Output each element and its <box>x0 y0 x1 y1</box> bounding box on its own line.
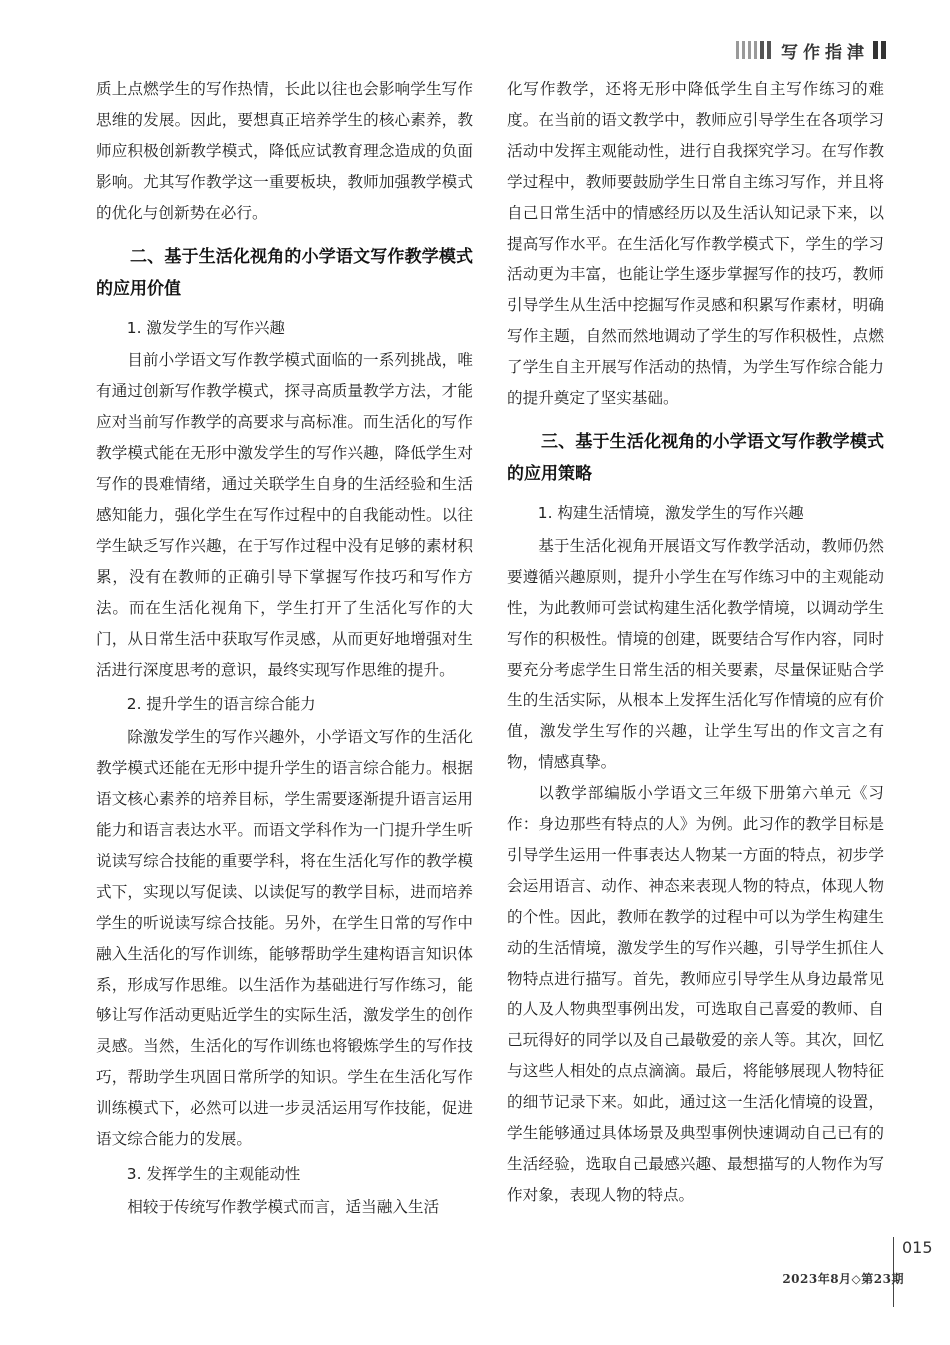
paragraph: 以教学部编版小学语文三年级下册第六单元《习作：身边那些有特点的人》为例。此习作的教学目标是引导学生运用一件事表达人物某一方面的特点，初步学会运用语言、动作、神态来表现人物的特点，体现人物的个性。因此，教师在教学的过程中可以为学生构建生动的生活情境，激发学生的写作兴趣，引导学生抓住人物特点进行描写。首先，教师应引导学生从身边最常见的人及人物典型事例出发，可选取自己喜爱的教师、自己玩得好的同学以及自己最敬爱的亲人等。其次，回忆与这些人相处的点点滴滴。最后，将能够展现人物特征的细节记录下来。如此，通过这一生活化情境的设置，学生能够通过具体场景及典型事例快速调动自己已有的生活经验，选取自己最感兴趣、最想描写的人物作为写作对象，表现人物的特点。 <box>507 784 884 1204</box>
header-title: 写作指津 <box>781 42 869 63</box>
header-decoration-bars <box>736 41 771 59</box>
running-header <box>736 38 886 62</box>
subsection-heading: 3. 发挥学生的主观能动性 <box>126 1165 301 1183</box>
paragraph: 相较于传统写作教学模式而言，适当融入生活 <box>127 1197 440 1216</box>
paragraph: 质上点燃学生的写作热情，长此以往也会影响学生写作思维的发展。因此，要想真正培养学生的核心素养，教师应积极创新教学模式，降低应试教育理念造成的负面影响。尤其写作教学这一重要板块，教师加强教学模式的优化与创新势在必行。 <box>96 80 473 222</box>
paragraph: 除激发学生的写作兴趣外，小学语文写作的生活化教学模式还能在无形中提升学生的语言综合能力。根据语文核心素养的培养目标，学生需要逐渐提升语言运用能力和语言表达水平。而语文学科作为一门提升学生听说读写综合技能的重要学科，将在生活化写作的教学模式下，实现以写促读、以读促写的教学目标，进而培养学生的听说读写综合技能。另外，在学生日常的写作中融入生活化的写作训练，能够帮助学生建构语言知识体系，形成写作思维。以生活作为基础进行写作练习，能够让写作活动更贴近学生的实际生活，激发学生的创作灵感。当然，生活化的写作训练也将锻炼学生的写作技巧，帮助学生巩固日常所学的知识。学生在生活化写作训练模式下，必然可以进一步灵活运用写作技能，促进语文综合能力的发展。 <box>96 728 473 1149</box>
paragraph: 化写作教学，还将无形中降低学生自主写作练习的难度。在当前的语文教学中，教师应引导学生在各项学习活动中发挥主观能动性，进行自我探究学习。在写作教学过程中，教师要鼓励学生日常自主练习写作，并且将自己日常生活中的情感经历以及生活认知记录下来，以提高写作水平。在生活化写作教学模式下，学生的学习活动更为丰富，也能让学生逐步掌握写作的技巧，教师引导学生从生活中挖掘写作灵感和积累写作素材，明确写作主题，自然而然地调动了学生的写作积极性，点燃了学生自主开展写作活动的热情，为学生写作综合能力的提升奠定了坚实基础。 <box>507 80 884 408</box>
section-heading: 三、基于生活化视角的小学语文写作教学模式的应用策略 <box>507 431 884 484</box>
paragraph: 基于生活化视角开展语文写作教学活动，教师仍然要遵循兴趣原则，提升小学生在写作练习中的主观能动性，为此教师可尝试构建生活化教学情境，以调动学生写作的积极性。情境的创建，既要结合写作内容，同时要充分考虑学生日常生活的相关要素，尽量保证贴合学生的生活实际，从根本上发挥生活化写作情境的应有价值，激发学生写作的兴趣，让学生写出的作文言之有物，情感真挚。 <box>507 536 884 772</box>
paragraph: 目前小学语文写作教学模式面临的一系列挑战，唯有通过创新写作教学模式，探寻高质量教学方法，才能应对当前写作教学的高要求与高标准。而生活化的写作教学模式能在无形中激发学生的写作兴趣，降低学生对写作的畏难情绪，通过关联学生自身的生活经验和生活感知能力，强化学生在写作过程中的自我能动性。以往学生缺乏写作兴趣，在于写作过程中没有足够的素材积累，没有在教师的正确引导下掌握写作技巧和写作方法。而在生活化视角下，学生打开了生活化写作的大门，从日常生活中获取写作灵感，从而更好地增强对生活进行深度思考的意识，最终实现写作思维的提升。 <box>96 351 473 679</box>
right-column <box>507 74 884 1211</box>
subsection-heading: 1. 构建生活情境，激发学生的写作兴趣 <box>537 503 804 522</box>
subsection-heading: 1. 激发学生的写作兴趣 <box>126 318 285 337</box>
left-column <box>96 74 473 1223</box>
header-end-bars <box>873 41 886 59</box>
issue-label: 2023年8月◇第23期 <box>782 1272 904 1286</box>
page-number: 015 <box>902 1238 933 1257</box>
section-heading: 二、基于生活化视角的小学语文写作教学模式的应用价值 <box>96 246 473 299</box>
subsection-heading: 2. 提升学生的语言综合能力 <box>126 695 316 714</box>
